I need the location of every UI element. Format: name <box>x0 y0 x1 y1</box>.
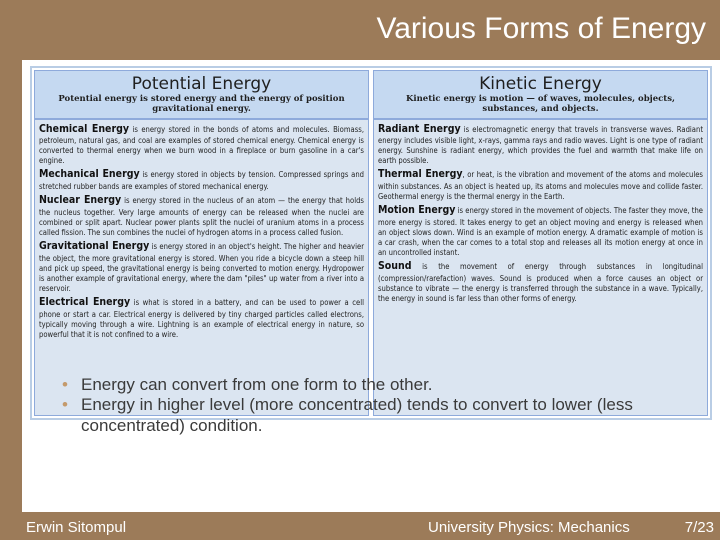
nuclear-energy-item <box>39 194 364 238</box>
kinetic-energy-header <box>374 71 707 120</box>
item-term: Electrical Energy <box>39 296 131 309</box>
item-text: is what is stored in a battery, and can be used to power a cell phone or start a car. Electrical energy is delivered by tiny charged particles called electrons, typically moving through a wire. Lightning is an example of electrical energy in nature, so powerful that it is not confined to a wire. <box>39 298 364 340</box>
footer-page-number: 7/23 <box>684 519 714 536</box>
chemical-energy-item <box>39 123 364 167</box>
bullet-item <box>62 375 682 395</box>
slide-title: Various Forms of Energy <box>376 12 706 45</box>
item-text: is energy stored in the bonds of atoms and molecules. Biomass, petroleum, natural gas, and coal are examples of stored chemical energy. Chemical energy is converted to thermal energy when we burn wood in a fireplace or burn gasoline in a car's engine. <box>39 124 364 166</box>
item-text: is electromagnetic energy that travels in transverse waves. Radiant energy includes visible light, x-rays, gamma rays and radio waves. Light is one type of radiant energy. Sunshine is radiant energy, which provides the fuel and warmth that make life on earth possible. <box>378 124 704 166</box>
bullet-list <box>62 375 682 436</box>
item-term: Motion Energy <box>378 204 456 217</box>
item-text: is energy stored in objects by tension. Compressed springs and stretched rubber bands are examples of stored mechanical energy. <box>39 170 364 192</box>
bullet-item <box>62 395 682 436</box>
footer-author: Erwin Sitompul <box>26 519 127 536</box>
potential-energy-title: Potential Energy <box>131 74 272 94</box>
motion-energy-item <box>378 204 703 258</box>
kinetic-energy-title: Kinetic Energy <box>479 74 602 94</box>
item-term: Sound <box>378 260 412 273</box>
bullet-text: Energy in higher level (more concentrated) tends to convert to lower (less concentrated) condition. <box>81 395 633 435</box>
potential-energy-column <box>34 70 369 416</box>
item-text: is energy stored in the nucleus of an atom — the energy that holds the nucleus together. Very large amounts of energy can be released when the nuclei are combined or split apart. Nuclear power plants split the nuclei of uranium atoms in a process called fission. The sun combines the nuclei of hydrogen atoms in a process called fusion. <box>39 196 364 238</box>
item-text: is the movement of energy through substances in longitudinal (compression/rarefaction) waves. Sound is produced when a force causes an object or substance to vibrate — the energy is transferred through the substance in a wave. Typically, the energy in sound is far less than other forms of energy. <box>378 262 703 304</box>
potential-energy-body <box>35 120 368 415</box>
footer-course: University Physics: Mechanics <box>428 519 630 536</box>
radiant-energy-item <box>378 123 703 167</box>
kinetic-energy-column <box>373 70 708 416</box>
thermal-energy-item <box>378 168 703 202</box>
kinetic-energy-body <box>374 120 707 415</box>
slide-content <box>22 60 720 512</box>
item-text: is energy stored in the movement of objects. The faster they move, the more energy is stored. It takes energy to get an object moving and energy is released when an object slows down. Wind is an example of motion energy. A dramatic example of motion is a car crash, when the car comes to a total stop and releases all its motion energy at once in an uncontrolled instant. <box>378 206 703 258</box>
potential-energy-header <box>35 71 368 120</box>
mechanical-energy-item <box>39 168 364 192</box>
kinetic-energy-subtitle: Kinetic energy is motion — of waves, molecules, objects, substances, and objects. <box>406 94 675 114</box>
item-term: Mechanical Energy <box>39 168 140 181</box>
electrical-energy-item <box>39 296 364 340</box>
item-term: Chemical Energy <box>39 122 130 135</box>
bullet-dot-icon: • <box>62 395 68 415</box>
bullet-dot-icon: • <box>62 375 68 394</box>
item-term: Nuclear Energy <box>39 194 122 207</box>
item-term: Thermal Energy <box>378 168 463 181</box>
item-text: , or heat, is the vibration and movement of the atoms and molecules within substances. As an object is heated up, its atoms and molecules move and collide faster. Geothermal energy is the thermal energy in the Earth. <box>378 170 703 202</box>
energy-table <box>30 66 712 420</box>
item-term: Radiant Energy <box>378 122 461 135</box>
sound-energy-item <box>378 260 703 304</box>
bullet-text: Energy can convert from one form to the other. <box>81 375 433 394</box>
gravitational-energy-item <box>39 240 364 294</box>
item-text: is energy stored in an object's height. The higher and heavier the object, the more gravitational energy is stored. When you ride a bicycle down a steep hill and pick up speed, the gravitational energy is being converted to motion energy. Hydropower is another example of gravitational energy, where the dam "piles" up water from a river into a reservoir. <box>39 242 364 294</box>
potential-energy-subtitle: Potential energy is stored energy and the energy of position gravitational energy. <box>58 94 345 114</box>
item-term: Gravitational Energy <box>39 240 150 253</box>
